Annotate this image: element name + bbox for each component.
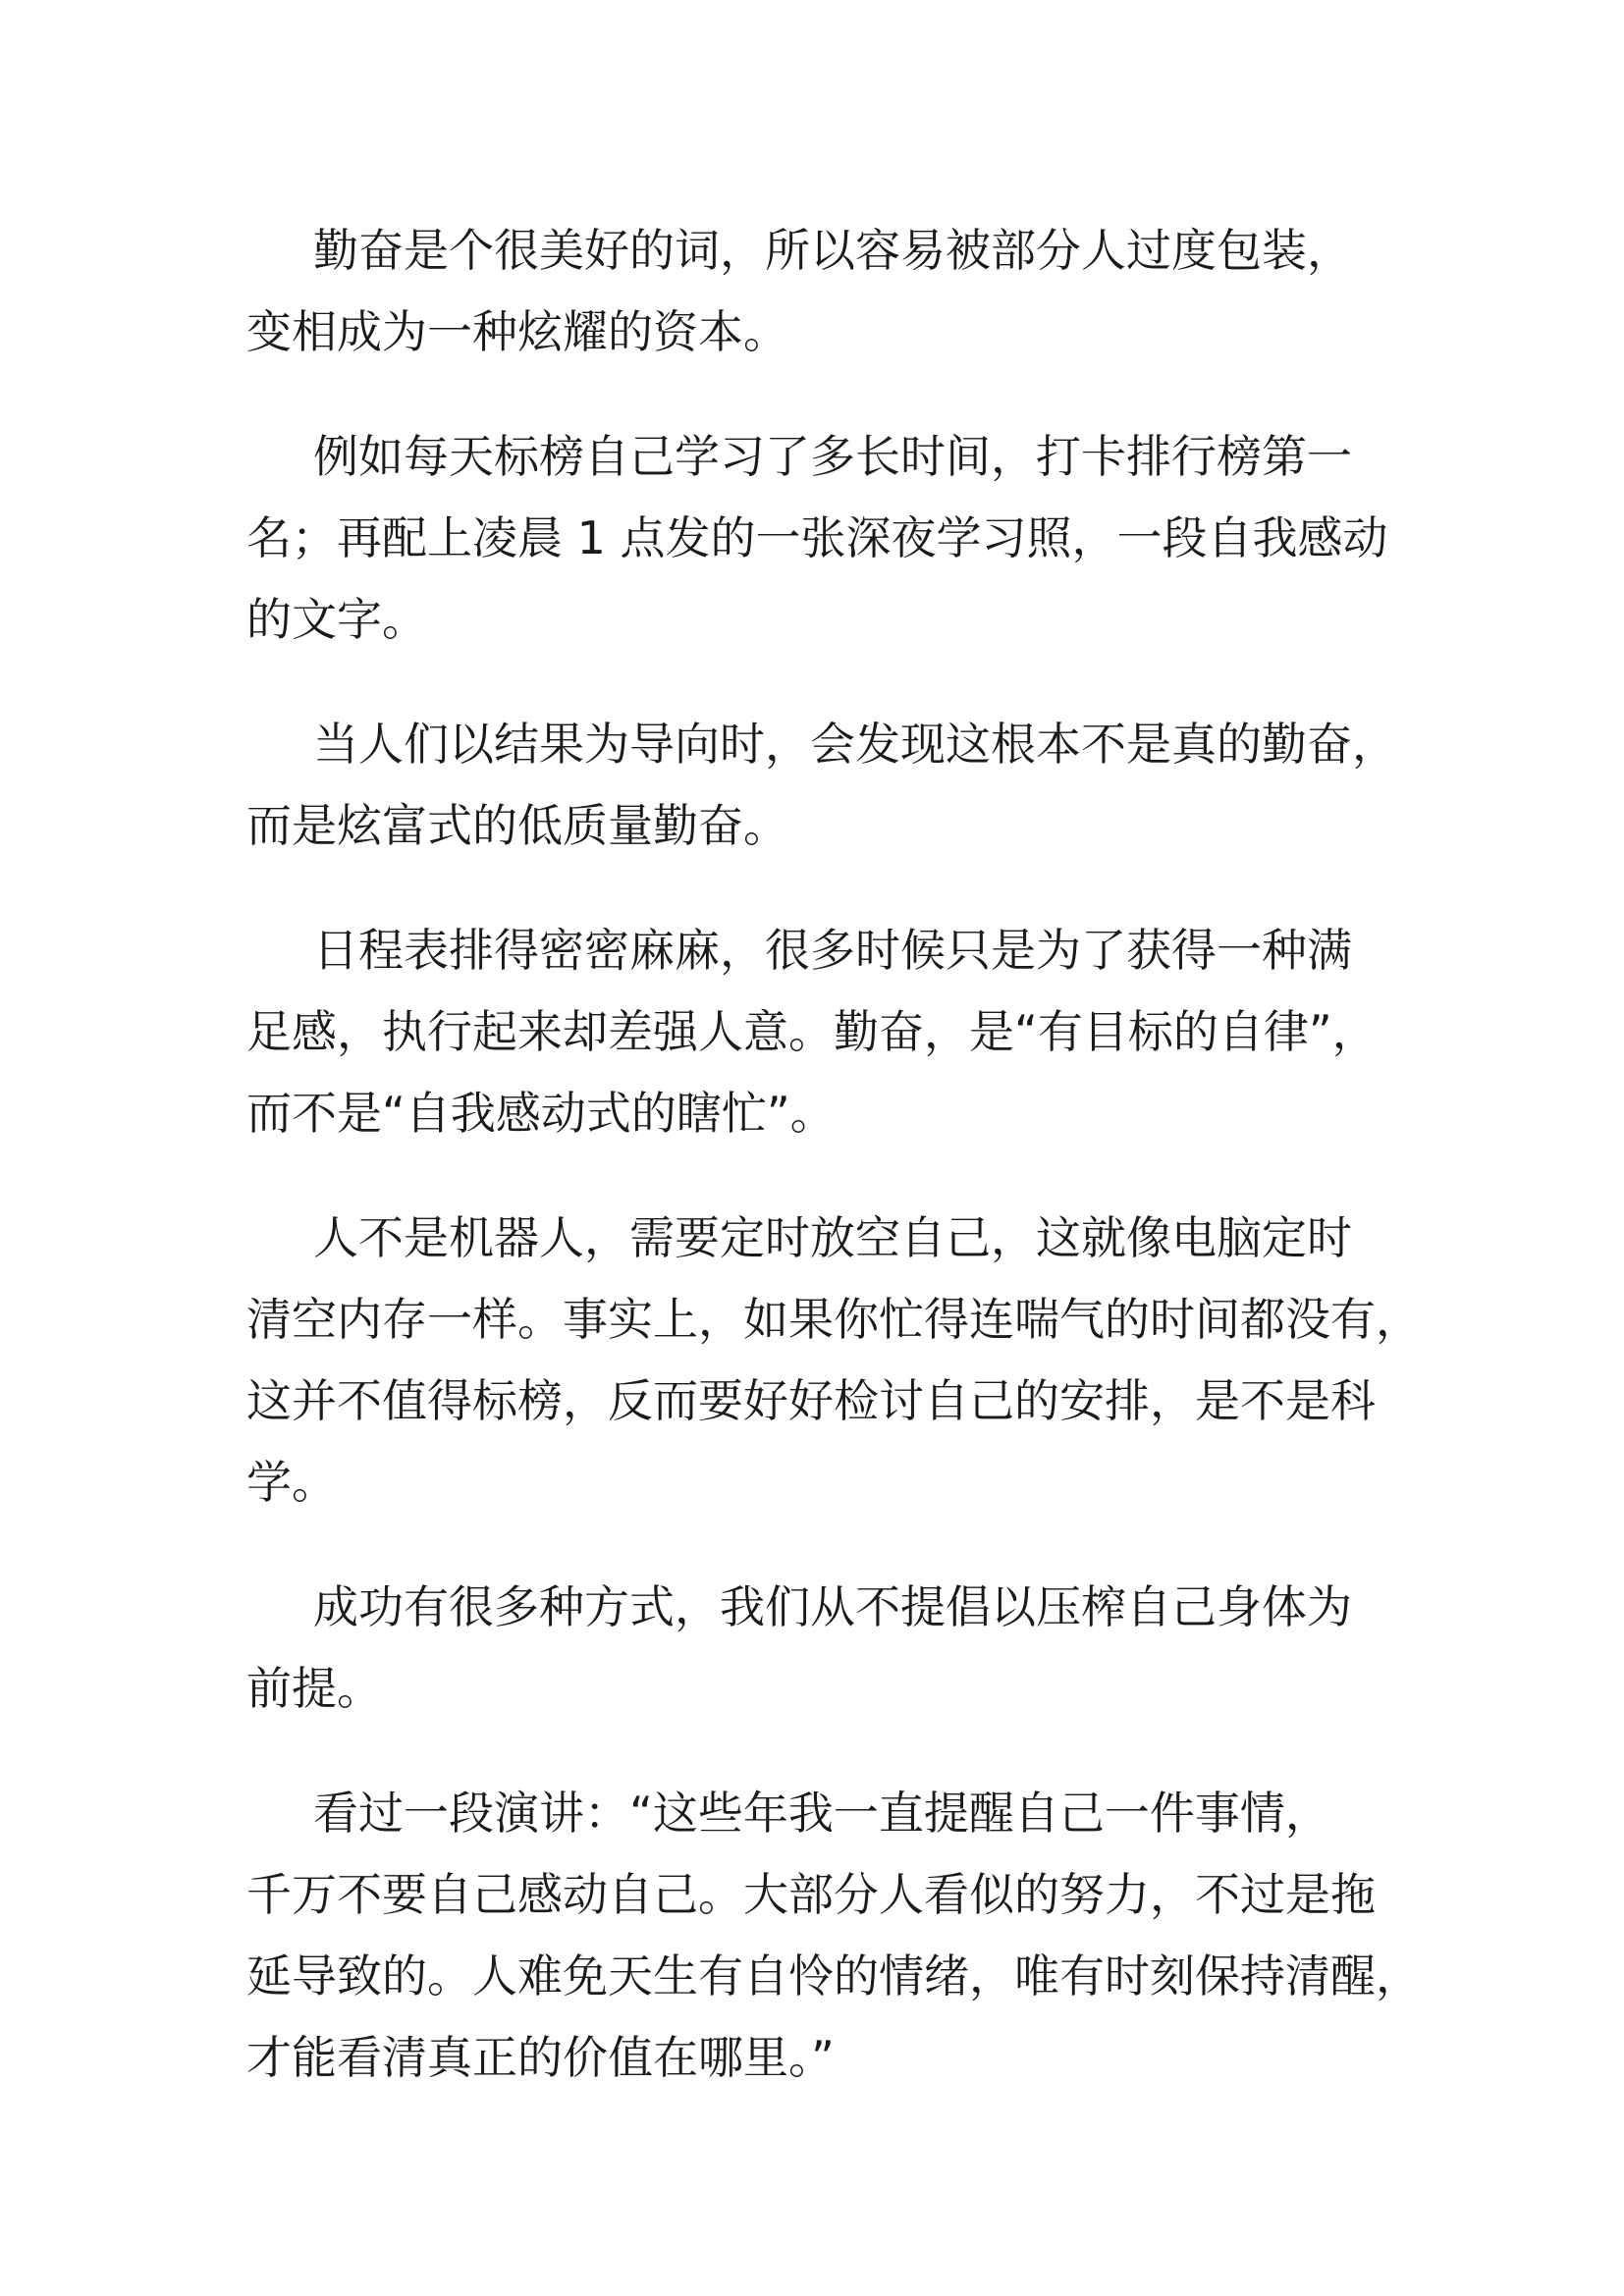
paragraph-line: 看过一段演讲：“这些年我一直提醒自己一件事情， [313, 1787, 1330, 1840]
paragraph-line: 才能看清真正的价值在哪里。” [246, 2031, 835, 2084]
paragraph-5 [246, 1198, 1421, 1523]
paragraph-line: 名；再配上凌晨 1 点发的一张深夜学习照，一段自我感动 [246, 511, 1388, 564]
paragraph-line: 而是炫富式的低质量勤奋。 [246, 799, 788, 852]
paragraph-4 [246, 910, 1415, 1154]
paragraph-6 [246, 1567, 1415, 1730]
paragraph-line: 前提。 [246, 1662, 382, 1715]
paragraph-line: 延导致的。人难免天生有自怜的情绪，唯有时刻保持清醒， [246, 1949, 1421, 2002]
paragraph-line: 勤奋是个很美好的词，所以容易被部分人过度包装， [313, 224, 1352, 277]
paragraph-line: 日程表排得密密麻麻，很多时候只是为了获得一种满 [313, 924, 1352, 977]
paragraph-line: 当人们以结果为导向时，会发现这根本不是真的勤奋， [313, 718, 1397, 771]
paragraph-line: 千万不要自己感动自己。大部分人看似的努力，不过是拖 [246, 1868, 1376, 1921]
paragraph-line: 足感，执行起来却差强人意。勤奋，是“有目标的自律”， [246, 1005, 1378, 1058]
paragraph-line: 这并不值得标榜，反而要好好检讨自己的安排，是不是科 [246, 1374, 1376, 1427]
document-body [246, 210, 1421, 2142]
paragraph-line: 学。 [246, 1456, 337, 1509]
paragraph-line: 清空内存一样。事实上，如果你忙得连喘气的时间都没有， [246, 1293, 1421, 1346]
paragraph-1 [246, 210, 1415, 373]
paragraph-line: 例如每天标榜自己学习了多长时间，打卡排行榜第一 [313, 430, 1352, 483]
paragraph-line: 成功有很多种方式，我们从不提倡以压榨自己身体为 [313, 1580, 1352, 1633]
paragraph-2 [246, 416, 1415, 661]
paragraph-line: 人不是机器人，需要定时放空自己，这就像电脑定时 [313, 1211, 1352, 1264]
paragraph-line: 的文字。 [246, 593, 427, 646]
paragraph-line: 变相成为一种炫耀的资本。 [246, 305, 788, 358]
paragraph-line: 而不是“自我感动式的瞎忙”。 [246, 1087, 836, 1140]
paragraph-7 [246, 1773, 1421, 2099]
paragraph-3 [246, 704, 1415, 867]
